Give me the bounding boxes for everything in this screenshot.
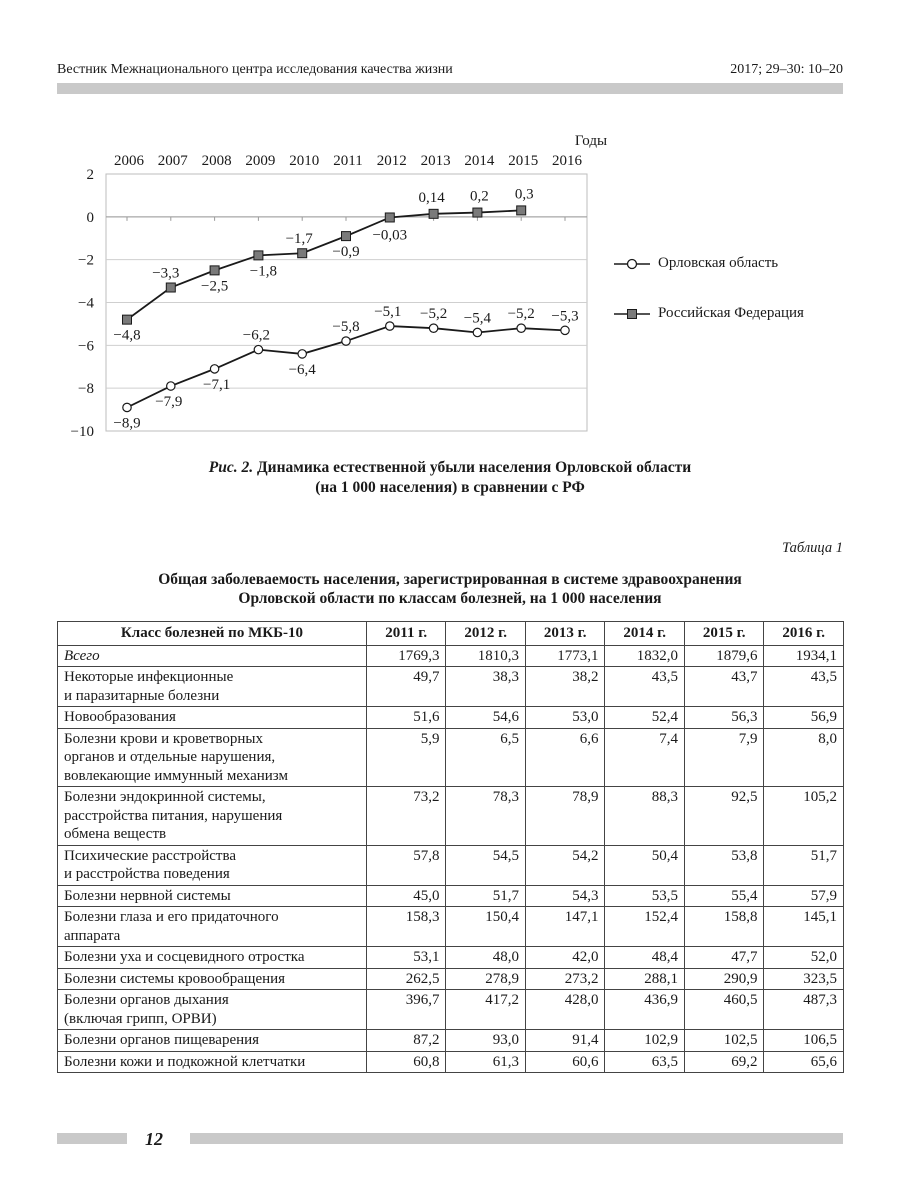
- value-cell: 43,5: [605, 667, 685, 707]
- value-cell: 158,8: [684, 907, 764, 947]
- y-tick-label: −10: [70, 424, 94, 440]
- value-cell: 102,5: [684, 1030, 764, 1052]
- table-row: [58, 787, 844, 846]
- x-tick-label: 2006: [114, 153, 144, 169]
- journal-title: Вестник Межнационального центра исследования качества жизни: [57, 62, 453, 77]
- data-point: [385, 213, 394, 222]
- disease-class-cell: Всего: [58, 645, 367, 667]
- data-label: −1,7: [285, 231, 313, 248]
- disease-class-cell: Болезни системы кровообращения: [58, 968, 367, 990]
- disease-class-cell: Болезни кожи и подкожной клетчатки: [58, 1051, 367, 1073]
- data-point: [123, 403, 131, 411]
- data-label: −2,5: [200, 278, 229, 295]
- data-point: [298, 350, 306, 358]
- running-header: [57, 62, 843, 80]
- value-cell: 60,6: [525, 1051, 605, 1073]
- y-tick-label: −8: [78, 381, 94, 398]
- value-cell: 57,8: [366, 845, 446, 885]
- table-title: [0, 570, 900, 608]
- disease-class-cell: Болезни эндокринной системы, расстройства питания, нарушения обмена веществ: [58, 787, 367, 846]
- data-point: [473, 208, 482, 217]
- data-point: [342, 232, 351, 241]
- value-cell: 73,2: [366, 787, 446, 846]
- data-label: 0,3: [514, 186, 534, 203]
- morbidity-table: [57, 621, 844, 1073]
- data-label: −7,1: [202, 376, 231, 393]
- table-total-row: [58, 645, 844, 667]
- table-row: [58, 707, 844, 729]
- value-cell: 150,4: [446, 907, 526, 947]
- value-cell: 69,2: [684, 1051, 764, 1073]
- value-cell: 42,0: [525, 947, 605, 969]
- disease-class-cell: Болезни глаза и его придаточного аппарата: [58, 907, 367, 947]
- value-cell: 57,9: [764, 885, 844, 907]
- value-cell: 1773,1: [525, 645, 605, 667]
- x-tick-label: 2012: [376, 153, 407, 169]
- table-title-line-1: Общая заболеваемость населения, зарегистрированная в системе здравоохранения: [158, 571, 742, 588]
- value-cell: 53,1: [366, 947, 446, 969]
- legend-label: Орловская область: [658, 255, 779, 271]
- header-year: 2013 г.: [525, 622, 605, 646]
- legend-label: Российская Федерация: [658, 305, 804, 321]
- population-decline-chart: [0, 120, 900, 450]
- value-cell: 152,4: [605, 907, 685, 947]
- value-cell: 45,0: [366, 885, 446, 907]
- y-tick-label: −4: [78, 295, 94, 312]
- disease-class-cell: Болезни органов дыхания (включая грипп, ОРВИ): [58, 990, 367, 1030]
- value-cell: 106,5: [764, 1030, 844, 1052]
- caption-line-2: (на 1 000 населения) в сравнении с РФ: [315, 479, 585, 496]
- table-row: [58, 968, 844, 990]
- value-cell: 290,9: [684, 968, 764, 990]
- value-cell: 158,3: [366, 907, 446, 947]
- value-cell: 38,2: [525, 667, 605, 707]
- value-cell: 51,7: [764, 845, 844, 885]
- data-label: −5,3: [551, 308, 579, 325]
- value-cell: 8,0: [764, 728, 844, 787]
- data-label: −3,3: [152, 265, 180, 282]
- data-point: [342, 337, 350, 345]
- header-year: 2012 г.: [446, 622, 526, 646]
- table-row: [58, 907, 844, 947]
- value-cell: 47,7: [684, 947, 764, 969]
- disease-class-cell: Болезни уха и сосцевидного отростка: [58, 947, 367, 969]
- value-cell: 7,4: [605, 728, 685, 787]
- data-point: [210, 266, 219, 275]
- header-rule: [57, 83, 843, 94]
- disease-class-cell: Новообразования: [58, 707, 367, 729]
- value-cell: 428,0: [525, 990, 605, 1030]
- value-cell: 54,3: [525, 885, 605, 907]
- value-cell: 52,4: [605, 707, 685, 729]
- value-cell: 78,9: [525, 787, 605, 846]
- value-cell: 102,9: [605, 1030, 685, 1052]
- footer-rule-left: [57, 1133, 127, 1144]
- issue-info: 2017; 29–30: 10–20: [730, 62, 843, 77]
- value-cell: 53,5: [605, 885, 685, 907]
- figure-number: Рис. 2.: [208, 459, 254, 476]
- value-cell: 88,3: [605, 787, 685, 846]
- data-point: [166, 283, 175, 292]
- value-cell: 5,9: [366, 728, 446, 787]
- value-cell: 54,2: [525, 845, 605, 885]
- x-tick-label: 2016: [552, 153, 582, 169]
- data-point: [123, 315, 132, 324]
- legend-item-russia: [612, 305, 804, 322]
- value-cell: 50,4: [605, 845, 685, 885]
- data-label: −5,4: [463, 310, 492, 327]
- x-tick-label: 2011: [333, 153, 363, 169]
- header-year: 2015 г.: [684, 622, 764, 646]
- series-line: [127, 210, 521, 319]
- value-cell: 53,8: [684, 845, 764, 885]
- data-point: [386, 322, 394, 330]
- data-point: [254, 345, 262, 353]
- value-cell: 273,2: [525, 968, 605, 990]
- value-cell: 48,4: [605, 947, 685, 969]
- y-tick-label: −6: [78, 338, 94, 355]
- value-cell: 48,0: [446, 947, 526, 969]
- value-cell: 43,5: [764, 667, 844, 707]
- data-label: −5,8: [332, 319, 360, 336]
- value-cell: 278,9: [446, 968, 526, 990]
- value-cell: 54,6: [446, 707, 526, 729]
- data-point: [561, 326, 569, 334]
- legend-circle-marker-icon: [612, 257, 652, 271]
- value-cell: 6,6: [525, 728, 605, 787]
- value-cell: 460,5: [684, 990, 764, 1030]
- data-label: −5,2: [507, 306, 535, 323]
- value-cell: 1832,0: [605, 645, 685, 667]
- data-label: −6,4: [288, 361, 316, 378]
- header-year: 2014 г.: [605, 622, 685, 646]
- value-cell: 53,0: [525, 707, 605, 729]
- value-cell: 105,2: [764, 787, 844, 846]
- table-header-row: [58, 622, 844, 646]
- footer-rule-right: [190, 1133, 843, 1144]
- table-row: [58, 885, 844, 907]
- data-label: −4,8: [113, 327, 141, 344]
- value-cell: 93,0: [446, 1030, 526, 1052]
- disease-class-cell: Некоторые инфекционные и паразитарные болезни: [58, 667, 367, 707]
- value-cell: 91,4: [525, 1030, 605, 1052]
- x-axis-title: Годы: [574, 133, 608, 149]
- data-label: −5,1: [374, 304, 402, 321]
- x-tick-label: 2014: [464, 153, 495, 169]
- value-cell: 1769,3: [366, 645, 446, 667]
- value-cell: 436,9: [605, 990, 685, 1030]
- data-label: −0,9: [332, 244, 360, 261]
- legend-item-oryol: [612, 255, 778, 272]
- value-cell: 288,1: [605, 968, 685, 990]
- table-row: [58, 845, 844, 885]
- disease-class-cell: Болезни нервной системы: [58, 885, 367, 907]
- data-point: [429, 324, 437, 332]
- value-cell: 1879,6: [684, 645, 764, 667]
- caption-line-1: Динамика естественной убыли населения Орловской области: [253, 459, 692, 476]
- data-point: [298, 249, 307, 258]
- x-tick-label: 2007: [157, 153, 188, 169]
- data-point: [210, 365, 218, 373]
- data-point: [517, 206, 526, 215]
- table-label: Таблица 1: [782, 540, 843, 556]
- value-cell: 145,1: [764, 907, 844, 947]
- data-point: [167, 382, 175, 390]
- x-tick-label: 2008: [201, 153, 232, 169]
- value-cell: 51,7: [446, 885, 526, 907]
- value-cell: 38,3: [446, 667, 526, 707]
- value-cell: 487,3: [764, 990, 844, 1030]
- data-point: [517, 324, 525, 332]
- x-tick-label: 2013: [420, 153, 451, 169]
- disease-class-cell: Психические расстройства и расстройства поведения: [58, 845, 367, 885]
- y-tick-label: 0: [86, 209, 94, 226]
- value-cell: 52,0: [764, 947, 844, 969]
- value-cell: 7,9: [684, 728, 764, 787]
- data-label: 0,2: [470, 188, 489, 205]
- value-cell: 323,5: [764, 968, 844, 990]
- value-cell: 87,2: [366, 1030, 446, 1052]
- data-point: [429, 209, 438, 218]
- x-tick-label: 2015: [508, 153, 539, 169]
- value-cell: 61,3: [446, 1051, 526, 1073]
- table-row: [58, 947, 844, 969]
- header-class: Класс болезней по МКБ-10: [58, 622, 367, 646]
- x-tick-label: 2009: [245, 153, 276, 169]
- value-cell: 60,8: [366, 1051, 446, 1073]
- value-cell: 63,5: [605, 1051, 685, 1073]
- table-row: [58, 1030, 844, 1052]
- value-cell: 54,5: [446, 845, 526, 885]
- value-cell: 262,5: [366, 968, 446, 990]
- value-cell: 43,7: [684, 667, 764, 707]
- data-label: 0,14: [418, 189, 445, 206]
- disease-class-cell: Болезни органов пищеварения: [58, 1030, 367, 1052]
- table-title-line-2: Орловской области по классам болезней, на 1 000 населения: [238, 590, 662, 607]
- header-year: 2016 г.: [764, 622, 844, 646]
- value-cell: 56,9: [764, 707, 844, 729]
- value-cell: 49,7: [366, 667, 446, 707]
- value-cell: 147,1: [525, 907, 605, 947]
- table-row: [58, 990, 844, 1030]
- figure-caption: [0, 458, 900, 498]
- table-row: [58, 1051, 844, 1073]
- data-point: [254, 251, 263, 260]
- data-label: −7,9: [155, 394, 183, 411]
- y-tick-label: −2: [78, 252, 94, 269]
- page-number: 12: [145, 1129, 163, 1149]
- value-cell: 65,6: [764, 1051, 844, 1073]
- value-cell: 78,3: [446, 787, 526, 846]
- value-cell: 1934,1: [764, 645, 844, 667]
- table-row: [58, 667, 844, 707]
- x-tick-label: 2010: [289, 153, 320, 169]
- data-label: −1,8: [249, 263, 278, 280]
- data-label: −0,03: [372, 227, 408, 244]
- data-label: −6,2: [242, 327, 271, 344]
- legend-square-marker-icon: [612, 307, 652, 321]
- y-tick-label: 2: [86, 167, 94, 183]
- value-cell: 396,7: [366, 990, 446, 1030]
- value-cell: 55,4: [684, 885, 764, 907]
- data-label: −5,2: [419, 306, 448, 323]
- value-cell: 417,2: [446, 990, 526, 1030]
- table-row: [58, 728, 844, 787]
- value-cell: 1810,3: [446, 645, 526, 667]
- value-cell: 56,3: [684, 707, 764, 729]
- data-label: −8,9: [113, 415, 141, 432]
- disease-class-cell: Болезни крови и кроветворных органов и отдельные нарушения, вовлекающие иммунный механизм: [58, 728, 367, 787]
- value-cell: 51,6: [366, 707, 446, 729]
- data-point: [473, 328, 481, 336]
- value-cell: 92,5: [684, 787, 764, 846]
- value-cell: 6,5: [446, 728, 526, 787]
- header-year: 2011 г.: [366, 622, 446, 646]
